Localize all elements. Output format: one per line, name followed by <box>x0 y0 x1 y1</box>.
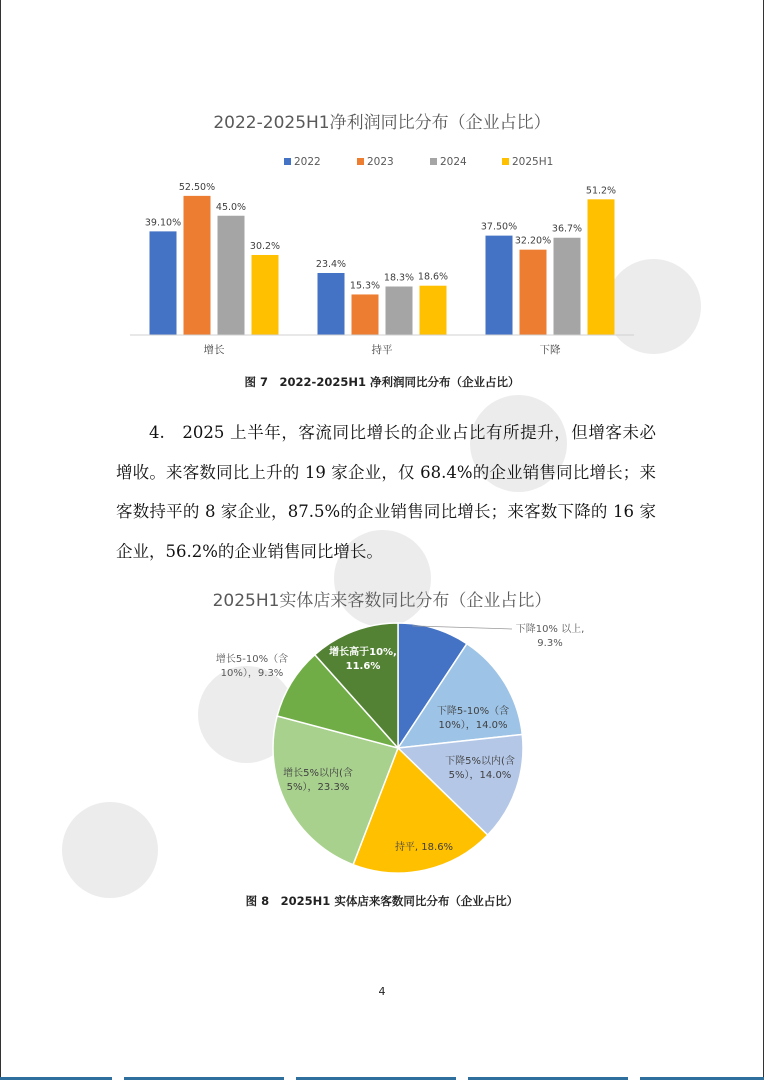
bar-value-label: 32.20% <box>514 235 552 247</box>
legend-label-2022: 2022 <box>294 156 321 168</box>
bar-2022-0 <box>150 231 177 335</box>
legend-label-2024: 2024 <box>440 156 467 168</box>
pie-label-line1: 增长5%以内(含 <box>283 768 353 779</box>
legend-label-2023: 2023 <box>367 156 394 168</box>
bar-category-label: 持平 <box>371 344 393 356</box>
pie-label-line1: 增长5-10%（含 <box>215 654 289 665</box>
pie-chart <box>0 612 764 892</box>
pie-label-line2: 5%），14.0% <box>448 770 512 781</box>
page-number: 4 <box>378 985 386 998</box>
body-paragraph <box>116 413 656 571</box>
pie-label-line2: 9.3% <box>537 638 563 649</box>
legend-swatch-2022 <box>284 158 291 165</box>
bar-value-label: 36.7% <box>551 223 583 235</box>
bar-category-label: 下降 <box>539 344 561 356</box>
bar-value-label: 18.3% <box>383 272 415 284</box>
bar-value-label: 23.4% <box>315 258 347 270</box>
bar-value-label: 18.6% <box>417 271 449 283</box>
bar-2024-1 <box>386 287 413 335</box>
pie-label-line2: 5%），23.3% <box>286 782 350 793</box>
bar-value-label: 37.50% <box>480 221 518 233</box>
bar-value-label: 45.0% <box>215 201 247 213</box>
bar-category-label: 增长 <box>203 344 225 356</box>
pie-label-line1: 下降5%以内(含 <box>445 756 515 767</box>
pie-label-line1: 持平, 18.6% <box>394 842 454 853</box>
pie-label-line1: 增长高于10%, <box>329 647 397 658</box>
pie-label-line2: 10%），14.0% <box>438 720 508 731</box>
bar-2023-2 <box>520 250 547 335</box>
figure-7-caption: 图 7 2022-2025H1 净利润同比分布（企业占比） <box>244 375 520 389</box>
bar-2025H1-0 <box>252 255 279 335</box>
bar-value-label: 30.2% <box>249 240 281 252</box>
bar-value-label: 51.2% <box>585 185 617 197</box>
bar-value-label: 52.50% <box>178 181 216 193</box>
bar-marks <box>145 182 616 335</box>
bar-2025H1-2 <box>588 199 615 335</box>
pie-slices <box>273 623 523 873</box>
bar-2022-1 <box>318 273 345 335</box>
legend-label-2025H1: 2025H1 <box>512 156 554 168</box>
legend-swatch-2023 <box>357 158 364 165</box>
pie-label-line1: 下降10% 以上, <box>515 624 585 635</box>
bar-value-label: 15.3% <box>349 280 381 292</box>
bar-value-label: 39.10% <box>144 217 182 229</box>
bar-legend <box>284 156 553 168</box>
bar-2025H1-1 <box>420 286 447 335</box>
pie-label-line2: 11.6% <box>345 661 381 672</box>
bar-chart <box>0 148 764 378</box>
pie-label-line2: 10%），9.3% <box>220 668 284 679</box>
bar-2024-0 <box>218 216 245 335</box>
bottom-strip <box>0 1076 764 1080</box>
bar-2022-2 <box>486 236 513 335</box>
bar-2024-2 <box>554 238 581 335</box>
bar-chart-title: 2022-2025H1净利润同比分布（企业占比） <box>213 113 551 133</box>
pie-chart-title: 2025H1实体店来客数同比分布（企业占比） <box>212 591 552 611</box>
bar-2023-0 <box>184 196 211 335</box>
pie-label-line1: 下降5-10%（含 <box>436 706 510 717</box>
paragraph-text: 4. 2025 上半年，客流同比增长的企业占比有所提升，但增客未必增收。来客数同比上升的 19 家企业，仅 68.4%的企业销售同比增长；来客数持平的 8 家企业，87.5%的企业销售同比增长；来客数下降的 16 家企业，56.2%的企业销售同比增长。 <box>116 423 656 561</box>
bar-2023-1 <box>352 294 379 335</box>
legend-swatch-2024 <box>430 158 437 165</box>
bar-category-labels <box>204 343 561 356</box>
legend-swatch-2025H1 <box>502 158 509 165</box>
figure-8-caption: 图 8 2025H1 实体店来客数同比分布（企业占比） <box>245 894 519 908</box>
